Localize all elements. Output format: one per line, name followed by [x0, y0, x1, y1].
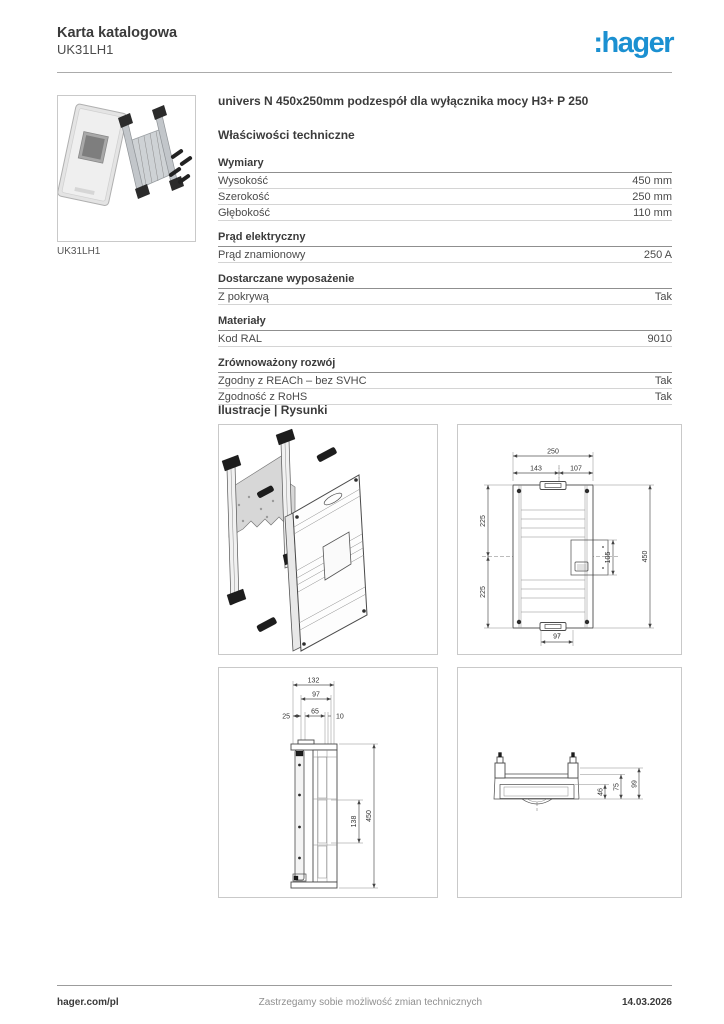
spec-label: Prąd znamionowy [218, 248, 306, 261]
dim-label-99: 99 [631, 780, 639, 788]
doc-type-title: Karta katalogowa [57, 25, 178, 41]
drawing-exploded-view [218, 424, 438, 655]
spec-section-materialy [218, 315, 672, 347]
spec-value: Tak [654, 374, 672, 387]
dimension-105 [598, 540, 617, 575]
spec-label: Zgodność z RoHS [218, 390, 308, 403]
spec-section-title: Dostarczane wyposażenie [218, 273, 672, 289]
dim-label-450: 450 [366, 810, 373, 822]
dim-label-143: 143 [530, 465, 542, 473]
cover-panel [285, 475, 367, 651]
dim-label-250: 250 [547, 448, 559, 456]
mounting-bracket [118, 105, 184, 199]
dimension-25-65-10 [282, 709, 344, 721]
spec-label: Zgodny z REACh – bez SVHC [218, 374, 367, 387]
spec-row [218, 247, 672, 263]
product-photo [57, 95, 196, 242]
spec-section-wymiary [218, 157, 672, 221]
spec-label: Wysokość [218, 174, 269, 187]
spec-section-title: Prąd elektryczny [218, 231, 672, 247]
spec-label: Głębokość [218, 206, 270, 219]
dim-label-25: 25 [282, 713, 290, 721]
dimension-46 [598, 785, 606, 800]
spec-table [218, 157, 672, 405]
drawing-front-view [457, 424, 682, 655]
footer-website-link[interactable]: hager.com/pl [57, 997, 119, 1008]
dim-label-132: 132 [307, 677, 320, 685]
hager-logo: :hager [593, 27, 673, 59]
front-view-drawing [458, 425, 681, 654]
mounting-rail-left [222, 455, 246, 605]
dim-label-65: 65 [311, 708, 319, 716]
spec-row [218, 373, 672, 389]
dim-label-450: 450 [642, 550, 649, 563]
drawing-section-view [457, 667, 682, 898]
dim-label-46: 46 [597, 788, 605, 796]
spec-section-zrownowazony [218, 357, 672, 405]
drawing-side-view [218, 667, 438, 898]
product-title: univers N 450x250mm podzespół dla wyłącznika mocy H3+ P 250 [218, 94, 589, 108]
product-photo-caption: UK31LH1 [57, 246, 101, 257]
spec-section-title: Wymiary [218, 157, 672, 173]
spec-value: 250 mm [632, 190, 672, 203]
dimension-97 [541, 630, 573, 646]
section-view-drawing [458, 668, 681, 897]
exploded-view-drawing [219, 425, 437, 654]
dim-label-225-lower: 225 [480, 586, 487, 598]
dimension-97 [301, 692, 331, 700]
dim-label-225-upper: 225 [480, 515, 487, 527]
cover-plate [58, 103, 127, 206]
panel-front [513, 482, 608, 631]
dimension-132 [293, 678, 334, 686]
dim-label-97: 97 [553, 633, 561, 641]
footer-date: 14.03.2026 [621, 997, 672, 1008]
product-photo-image [58, 96, 195, 241]
product-code: UK31LH1 [57, 42, 114, 57]
spec-value: 250 A [643, 248, 672, 261]
footer [57, 997, 672, 1008]
dim-label-138: 138 [351, 815, 358, 828]
spec-value: 450 mm [632, 174, 672, 187]
spec-row [218, 173, 672, 189]
illustrations-heading: Ilustracje | Rysunki [218, 403, 328, 417]
side-view-drawing [219, 668, 437, 897]
spec-label: Szerokość [218, 190, 270, 203]
spec-row [218, 331, 672, 347]
spec-section-prad [218, 231, 672, 263]
profile [291, 740, 337, 888]
footer-disclaimer: Zastrzegamy sobie możliwość zmian technicznych [258, 997, 483, 1008]
dim-label-75: 75 [613, 783, 621, 791]
dim-label-10: 10 [336, 713, 344, 721]
dim-label-97: 97 [312, 691, 320, 699]
spec-value: 9010 [647, 332, 672, 345]
header-divider [57, 72, 672, 73]
spec-section-wyposazenie [218, 273, 672, 305]
dim-label-105: 105 [605, 551, 612, 564]
spec-label: Z pokrywą [218, 290, 269, 303]
spec-value: Tak [654, 390, 672, 403]
spec-label: Kod RAL [218, 332, 263, 345]
dimension-75 [614, 775, 622, 800]
properties-heading: Właściwości techniczne [218, 128, 355, 142]
footer-divider [57, 985, 672, 986]
spec-row [218, 189, 672, 205]
spec-value: Tak [654, 290, 672, 303]
profile [494, 753, 579, 812]
illustrations-grid [218, 424, 682, 898]
spec-row [218, 205, 672, 221]
spec-value: 110 mm [633, 206, 672, 219]
dimension-143-107 [513, 466, 593, 479]
spec-section-title: Materiały [218, 315, 672, 331]
spec-section-title: Zrównoważony rozwój [218, 357, 672, 373]
dimension-99 [632, 768, 640, 799]
dimension-450 [339, 744, 378, 888]
spec-row [218, 289, 672, 305]
dim-label-107: 107 [570, 465, 582, 473]
